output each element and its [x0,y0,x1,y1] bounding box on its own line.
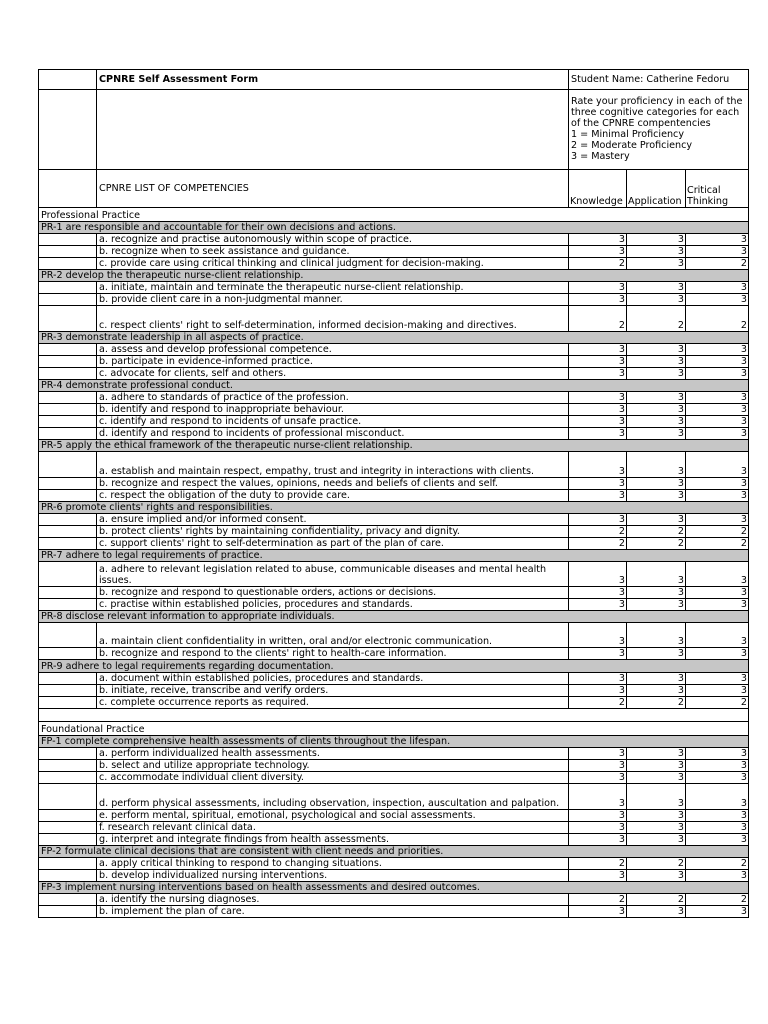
knowledge-score: 2 [569,858,627,870]
indent-cell [39,246,97,258]
competency-text: c. provide care using critical thinking and clinical judgment for decision-making. [97,258,569,270]
competency-text: g. interpret and integrate findings from health assessments. [97,834,569,846]
critical-thinking-score: 3 [686,623,749,648]
competency-list-heading: CPNRE LIST OF COMPETENCIES [97,170,569,208]
critical-thinking-score: 2 [686,538,749,550]
knowledge-score: 2 [569,306,627,332]
competency-row [39,526,749,538]
competency-text: a. adhere to relevant legislation related to abuse, communicable diseases and mental health issues. [97,562,569,587]
competency-group-row [39,270,749,282]
critical-thinking-score: 3 [686,490,749,502]
indent-cell [39,772,97,784]
knowledge-score: 3 [569,810,627,822]
competency-row [39,822,749,834]
competency-group-label: PR-3 demonstrate leadership in all aspects of practice. [39,332,749,344]
competency-group-row [39,611,749,623]
knowledge-score: 3 [569,587,627,599]
knowledge-score: 3 [569,760,627,772]
competency-row [39,404,749,416]
section-title: Foundational Practice [39,722,749,736]
competency-text: b. recognize and respect the values, opinions, needs and beliefs of clients and self. [97,478,569,490]
competency-row [39,392,749,404]
critical-thinking-score: 3 [686,344,749,356]
section-row [39,208,749,222]
indent-cell [39,356,97,368]
indent-cell [39,416,97,428]
critical-thinking-score: 3 [686,234,749,246]
application-score: 3 [627,810,686,822]
critical-thinking-score: 3 [686,452,749,478]
knowledge-score: 2 [569,538,627,550]
critical-thinking-score: 3 [686,587,749,599]
knowledge-score: 3 [569,294,627,306]
column-application: Application [627,170,686,208]
critical-thinking-score: 2 [686,258,749,270]
section-row [39,722,749,736]
application-score: 3 [627,344,686,356]
indent-cell [39,834,97,846]
competency-text: b. initiate, receive, transcribe and verify orders. [97,685,569,697]
knowledge-score: 2 [569,526,627,538]
competency-text: a. recognize and practise autonomously within scope of practice. [97,234,569,246]
competency-row [39,294,749,306]
critical-thinking-score: 3 [686,514,749,526]
competency-row [39,587,749,599]
application-score: 2 [627,538,686,550]
indent-cell [39,478,97,490]
indent-cell [39,294,97,306]
critical-thinking-score: 3 [686,822,749,834]
instructions-row [39,90,749,170]
competency-text: e. perform mental, spiritual, emotional, psychological and social assessments. [97,810,569,822]
competency-row [39,258,749,270]
critical-thinking-score: 3 [686,478,749,490]
competency-group-label: FP-2 formulate clinical decisions that are consistent with client needs and priorities. [39,846,749,858]
critical-thinking-score: 3 [686,428,749,440]
rating-instructions [569,90,749,170]
knowledge-score: 3 [569,748,627,760]
application-score: 3 [627,623,686,648]
competency-text: c. advocate for clients, self and others. [97,368,569,380]
competency-text: b. implement the plan of care. [97,906,569,918]
knowledge-score: 3 [569,490,627,502]
competency-text: a. apply critical thinking to respond to changing situations. [97,858,569,870]
competency-text: a. establish and maintain respect, empathy, trust and integrity in interactions with clients. [97,452,569,478]
indent-cell [39,404,97,416]
competency-group-label: FP-3 implement nursing interventions based on health assessments and desired outcomes. [39,882,749,894]
competency-text: c. identify and respond to incidents of unsafe practice. [97,416,569,428]
application-score: 3 [627,673,686,685]
knowledge-score: 3 [569,562,627,587]
application-score: 3 [627,452,686,478]
competency-row [39,858,749,870]
competency-group-label: PR-5 apply the ethical framework of the therapeutic nurse-client relationship. [39,440,749,452]
assessment-table [38,69,749,918]
competency-group-label: PR-2 develop the therapeutic nurse-client relationship. [39,270,749,282]
competency-text: a. initiate, maintain and terminate the therapeutic nurse-client relationship. [97,282,569,294]
knowledge-score: 3 [569,246,627,258]
critical-thinking-score: 3 [686,562,749,587]
spacer-row [39,709,749,722]
spacer-cell [39,709,749,722]
application-score: 3 [627,562,686,587]
competency-text: a. maintain client confidentiality in written, oral and/or electronic communication. [97,623,569,648]
application-score: 3 [627,834,686,846]
indent-cell [39,784,97,810]
application-score: 3 [627,648,686,660]
knowledge-score: 3 [569,282,627,294]
application-score: 3 [627,760,686,772]
critical-thinking-score: 3 [686,246,749,258]
competency-text: a. document within established policies, procedures and standards. [97,673,569,685]
knowledge-score: 3 [569,834,627,846]
indent-cell [39,858,97,870]
application-score: 3 [627,478,686,490]
competency-row [39,870,749,882]
competency-text: b. protect clients' rights by maintaining confidentiality, privacy and dignity. [97,526,569,538]
application-score: 3 [627,428,686,440]
competency-group-row [39,502,749,514]
indent-cell [39,748,97,760]
competency-row [39,306,749,332]
student-name: Student Name: Catherine Fedoru [569,70,749,90]
indent-cell [39,392,97,404]
critical-thinking-score: 3 [686,648,749,660]
indent-cell [39,760,97,772]
critical-thinking-score: 3 [686,673,749,685]
competency-row [39,246,749,258]
application-score: 3 [627,404,686,416]
competency-text: c. accommodate individual client diversity. [97,772,569,784]
competency-row [39,478,749,490]
knowledge-score: 3 [569,404,627,416]
critical-thinking-score: 3 [686,599,749,611]
knowledge-score: 3 [569,514,627,526]
indent-cell [39,306,97,332]
indent-cell [39,697,97,709]
critical-thinking-score: 2 [686,697,749,709]
critical-thinking-score: 3 [686,685,749,697]
critical-thinking-score: 3 [686,760,749,772]
indent-cell [39,822,97,834]
title-row [39,70,749,90]
indent-cell [39,648,97,660]
indent-cell [39,599,97,611]
competency-text: b. recognize when to seek assistance and guidance. [97,246,569,258]
critical-thinking-score: 3 [686,748,749,760]
knowledge-score: 3 [569,234,627,246]
knowledge-score: 3 [569,685,627,697]
indent-cell [39,368,97,380]
section-title: Professional Practice [39,208,749,222]
competency-text: c. practise within established policies, procedures and standards. [97,599,569,611]
competency-row [39,748,749,760]
critical-thinking-score: 2 [686,306,749,332]
application-score: 3 [627,906,686,918]
competency-row [39,760,749,772]
competency-group-row [39,660,749,673]
competency-group-row [39,440,749,452]
competency-text: a. adhere to standards of practice of the profession. [97,392,569,404]
indent-cell [39,810,97,822]
instruction-line: 3 = Mastery [571,151,630,162]
critical-thinking-score: 3 [686,784,749,810]
competency-row [39,648,749,660]
critical-thinking-score: 3 [686,356,749,368]
indent-cell [39,526,97,538]
critical-thinking-score: 3 [686,404,749,416]
competency-text: b. develop individualized nursing interventions. [97,870,569,882]
instruction-line: Rate your proficiency in each of the three cognitive categories for each of the CPNRE compentencies [571,96,743,129]
competency-row [39,538,749,550]
indent-cell [39,685,97,697]
application-score: 3 [627,234,686,246]
indent-cell [39,587,97,599]
application-score: 3 [627,368,686,380]
indent-cell [39,428,97,440]
critical-thinking-score: 3 [686,906,749,918]
application-score: 3 [627,822,686,834]
competency-row [39,452,749,478]
critical-thinking-score: 2 [686,858,749,870]
competency-text: b. recognize and respond to the clients' right to health-care information. [97,648,569,660]
indent-cell [39,258,97,270]
application-score: 3 [627,356,686,368]
competency-row [39,282,749,294]
competency-text: b. identify and respond to inappropriate behaviour. [97,404,569,416]
competency-row [39,784,749,810]
header-row [39,170,749,208]
column-critical-thinking: Critical Thinking [686,170,749,208]
competency-text: c. respect the obligation of the duty to provide care. [97,490,569,502]
competency-text: a. ensure implied and/or informed consent. [97,514,569,526]
competency-group-row [39,882,749,894]
knowledge-score: 3 [569,870,627,882]
competency-row [39,416,749,428]
application-score: 3 [627,416,686,428]
competency-group-row [39,332,749,344]
indent-cell [39,906,97,918]
critical-thinking-score: 3 [686,368,749,380]
application-score: 3 [627,748,686,760]
knowledge-score: 3 [569,772,627,784]
indent-cell [39,623,97,648]
application-score: 2 [627,858,686,870]
indent-cell [39,894,97,906]
form-title: CPNRE Self Assessment Form [97,70,569,90]
critical-thinking-score: 3 [686,810,749,822]
competency-row [39,599,749,611]
knowledge-score: 3 [569,428,627,440]
critical-thinking-score: 3 [686,870,749,882]
competency-row [39,810,749,822]
critical-thinking-score: 3 [686,392,749,404]
indent-cell [39,562,97,587]
column-knowledge: Knowledge [569,170,627,208]
application-score: 3 [627,490,686,502]
critical-thinking-score: 3 [686,834,749,846]
knowledge-score: 3 [569,368,627,380]
competency-text: c. support clients' right to self-determination as part of the plan of care. [97,538,569,550]
competency-text: a. assess and develop professional competence. [97,344,569,356]
competency-row [39,344,749,356]
knowledge-score: 3 [569,673,627,685]
critical-thinking-score: 3 [686,416,749,428]
knowledge-score: 2 [569,894,627,906]
critical-thinking-score: 2 [686,894,749,906]
indent-cell [39,344,97,356]
competency-group-row [39,736,749,748]
application-score: 3 [627,772,686,784]
competency-group-label: PR-9 adhere to legal requirements regarding documentation. [39,660,749,673]
critical-thinking-score: 3 [686,282,749,294]
competency-text: a. perform individualized health assessments. [97,748,569,760]
competency-group-label: PR-7 adhere to legal requirements of practice. [39,550,749,562]
application-score: 3 [627,246,686,258]
indent-cell [39,452,97,478]
knowledge-score: 3 [569,416,627,428]
indent-cell [39,514,97,526]
competency-text: d. perform physical assessments, including observation, inspection, auscultation and palpation. [97,784,569,810]
competency-group-row [39,222,749,234]
application-score: 3 [627,784,686,810]
competency-text: b. provide client care in a non-judgmental manner. [97,294,569,306]
indent-cell [39,673,97,685]
competency-text: b. participate in evidence-informed practice. [97,356,569,368]
competency-text: f. research relevant clinical data. [97,822,569,834]
competency-text: b. recognize and respond to questionable orders, actions or decisions. [97,587,569,599]
application-score: 3 [627,514,686,526]
knowledge-score: 3 [569,452,627,478]
competency-row [39,772,749,784]
critical-thinking-score: 3 [686,294,749,306]
knowledge-score: 3 [569,822,627,834]
application-score: 3 [627,294,686,306]
knowledge-score: 3 [569,784,627,810]
application-score: 3 [627,258,686,270]
knowledge-score: 3 [569,478,627,490]
indent-cell [39,490,97,502]
competency-group-row [39,550,749,562]
competency-group-label: PR-8 disclose relevant information to appropriate individuals. [39,611,749,623]
knowledge-score: 3 [569,648,627,660]
competency-group-label: PR-1 are responsible and accountable for their own decisions and actions. [39,222,749,234]
competency-text: b. select and utilize appropriate technology. [97,760,569,772]
indent-cell [39,870,97,882]
competency-text: a. identify the nursing diagnoses. [97,894,569,906]
competency-row [39,697,749,709]
knowledge-score: 3 [569,623,627,648]
indent-cell [39,234,97,246]
competency-row [39,562,749,587]
competency-group-label: PR-4 demonstrate professional conduct. [39,380,749,392]
competency-text: c. complete occurrence reports as required. [97,697,569,709]
competency-row [39,428,749,440]
knowledge-score: 3 [569,356,627,368]
competency-row [39,834,749,846]
application-score: 2 [627,697,686,709]
competency-row [39,234,749,246]
application-score: 3 [627,392,686,404]
instruction-line: 2 = Moderate Proficiency [571,140,693,151]
competency-text: c. respect clients' right to self-determination, informed decision-making and directives. [97,306,569,332]
competency-row [39,685,749,697]
knowledge-score: 3 [569,392,627,404]
critical-thinking-score: 3 [686,772,749,784]
competency-row [39,894,749,906]
knowledge-score: 3 [569,906,627,918]
application-score: 2 [627,526,686,538]
knowledge-score: 2 [569,258,627,270]
knowledge-score: 3 [569,599,627,611]
application-score: 2 [627,894,686,906]
application-score: 2 [627,306,686,332]
application-score: 3 [627,587,686,599]
competency-group-row [39,846,749,858]
competency-row [39,514,749,526]
competency-row [39,368,749,380]
competency-group-label: FP-1 complete comprehensive health assessments of clients throughout the lifespan. [39,736,749,748]
indent-cell [39,282,97,294]
knowledge-score: 2 [569,697,627,709]
competency-row [39,356,749,368]
competency-row [39,490,749,502]
application-score: 3 [627,599,686,611]
competency-row [39,906,749,918]
application-score: 3 [627,870,686,882]
critical-thinking-score: 2 [686,526,749,538]
knowledge-score: 3 [569,344,627,356]
competency-row [39,673,749,685]
competency-group-row [39,380,749,392]
indent-cell [39,538,97,550]
application-score: 3 [627,282,686,294]
application-score: 3 [627,685,686,697]
competency-row [39,623,749,648]
competency-group-label: PR-6 promote clients' rights and responsibilities. [39,502,749,514]
competency-text: d. identify and respond to incidents of professional misconduct. [97,428,569,440]
instruction-line: 1 = Minimal Proficiency [571,129,685,140]
